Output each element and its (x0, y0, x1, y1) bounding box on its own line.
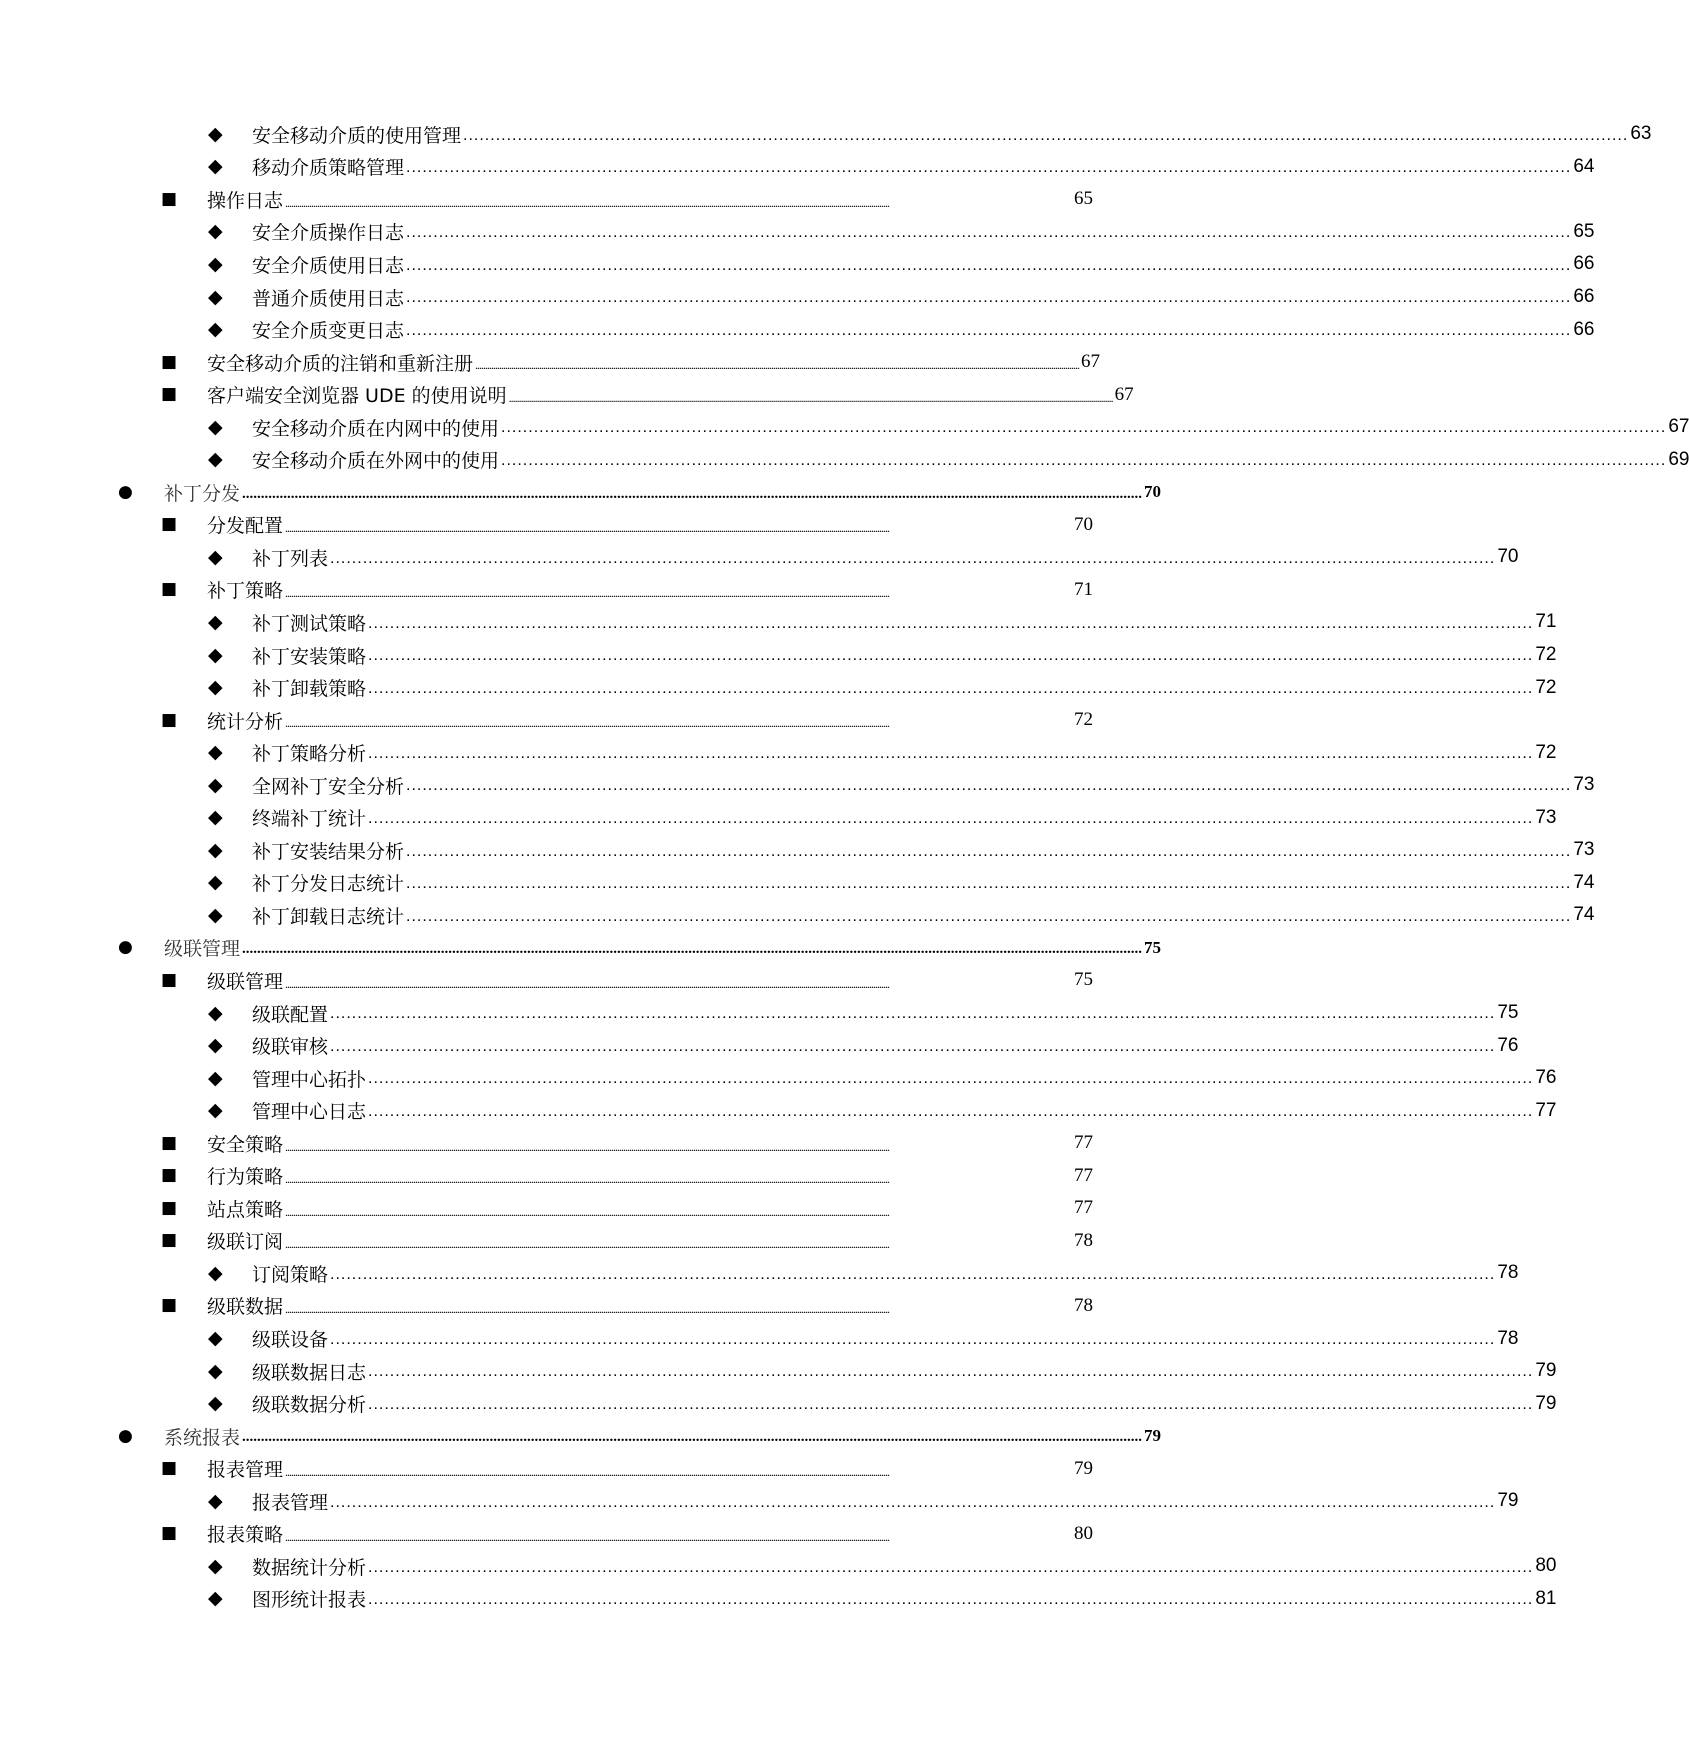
square-bullet-icon: ■ (161, 1197, 178, 1218)
toc-entry[interactable] (0, 1094, 1557, 1127)
toc-page-number: 76 (1535, 1067, 1557, 1089)
toc-entry-title[interactable]: 级联订阅 (207, 1231, 284, 1254)
toc-entry[interactable] (0, 1322, 1519, 1355)
toc-entry[interactable] (0, 1192, 1241, 1225)
toc-page-number: 78 (1497, 1262, 1519, 1284)
toc-entry[interactable] (0, 1225, 1241, 1258)
toc-page-number: 63 (1630, 123, 1652, 145)
diamond-bullet-icon: ◆ (208, 903, 223, 926)
toc-dot-leader: ...................................................................................................................................................................................................................... (406, 224, 1572, 242)
toc-dot-leader: ...................................................................................................................................................................................................................... (406, 907, 1572, 925)
toc-page-number: 65 (1573, 220, 1595, 242)
toc-entry-title[interactable]: 补丁策略分析 (252, 743, 367, 766)
diamond-bullet-icon: ◆ (208, 252, 223, 275)
toc-entry[interactable] (0, 801, 1557, 834)
toc-dot-leader: ...................................................................................................................................................................................................................... (368, 744, 1534, 762)
toc-entry-title[interactable]: 级联配置 (252, 1003, 329, 1026)
diamond-bullet-icon: ◆ (208, 1392, 223, 1415)
toc-entry[interactable] (0, 1029, 1519, 1062)
toc-dot-leader: ................................................................................................................................................................................................................................................ (242, 485, 1143, 502)
toc-page-number: 66 (1573, 253, 1595, 275)
toc-dot-leader: ...................................................................................................................................................................................................................... (406, 777, 1572, 795)
toc-page-number: 77 (1535, 1099, 1557, 1121)
toc-page-number: 73 (1573, 774, 1595, 796)
toc-dot-leader: ................................................................................................................................................................................................................................................ (242, 941, 1143, 958)
toc-entry-title[interactable]: 系统报表 (164, 1426, 241, 1449)
diamond-bullet-icon: ◆ (208, 155, 223, 178)
toc-page-number: 70 (1074, 513, 1093, 535)
toc-entry[interactable] (0, 248, 1595, 281)
toc-entry-title[interactable]: 补丁测试策略 (252, 612, 367, 635)
toc-entry-title[interactable]: 安全介质变更日志 (252, 320, 405, 343)
toc-entry-title[interactable]: 终端补丁统计 (252, 808, 367, 831)
toc-entry-title[interactable]: 补丁卸载策略 (252, 678, 367, 701)
toc-page-number: 78 (1497, 1327, 1519, 1349)
toc-entry[interactable] (0, 151, 1595, 184)
toc-page-number: 70 (1144, 482, 1162, 502)
toc-dot-leader: .............................................................................................................................................................................................................................................................................................................. (285, 1139, 890, 1154)
diamond-bullet-icon: ◆ (208, 676, 223, 699)
toc-dot-leader: ...................................................................................................................................................................................................................... (406, 842, 1572, 860)
toc-page-number: 79 (1144, 1426, 1162, 1446)
toc-dot-leader: .............................................................................................................................................................................................................................................................................................................. (475, 358, 1080, 373)
toc-page-number: 69 (1668, 448, 1689, 470)
toc-dot-leader: ...................................................................................................................................................................................................................... (330, 1493, 1496, 1511)
toc-dot-leader: ...................................................................................................................................................................................................................... (330, 1005, 1496, 1023)
toc-entry[interactable] (0, 183, 1241, 216)
toc-entry-title[interactable]: 安全策略 (207, 1133, 284, 1156)
toc-entry-title[interactable]: 级联设备 (252, 1329, 329, 1351)
toc-page-number: 79 (1074, 1457, 1093, 1479)
toc-entry[interactable] (0, 736, 1557, 769)
toc-entry-title[interactable]: 级联管理 (207, 970, 284, 993)
toc-dot-leader: ...................................................................................................................................................................................................................... (368, 1070, 1534, 1088)
toc-entry-title[interactable]: 操作日志 (207, 189, 284, 212)
diamond-bullet-icon: ◆ (208, 773, 223, 796)
toc-entry[interactable] (0, 1387, 1557, 1420)
table-of-contents (0, 118, 1689, 1615)
toc-page-number: 72 (1535, 741, 1557, 763)
toc-dot-leader: .............................................................................................................................................................................................................................................................................................................. (285, 195, 890, 210)
diamond-bullet-icon: ◆ (208, 741, 223, 764)
diamond-bullet-icon: ◆ (208, 545, 223, 568)
toc-dot-leader: ...................................................................................................................................................................................................................... (368, 1363, 1534, 1381)
toc-dot-leader: ...................................................................................................................................................................................................................... (368, 1102, 1534, 1120)
toc-dot-leader: ...................................................................................................................................................................................................................... (501, 452, 1667, 470)
toc-entry[interactable] (0, 1290, 1241, 1323)
diamond-bullet-icon: ◆ (208, 1327, 223, 1349)
toc-page-number: 78 (1074, 1294, 1093, 1316)
toc-dot-leader: .............................................................................................................................................................................................................................................................................................................. (508, 390, 1113, 405)
toc-page-number: 75 (1144, 937, 1162, 957)
toc-entry-title[interactable]: 安全移动介质在内网中的使用 (252, 417, 500, 440)
toc-dot-leader: .............................................................................................................................................................................................................................................................................................................. (285, 976, 890, 991)
toc-dot-leader: ...................................................................................................................................................................................................................... (330, 549, 1496, 567)
toc-page-number: 72 (1074, 709, 1093, 731)
toc-entry[interactable] (0, 313, 1595, 346)
toc-dot-leader: ...................................................................................................................................................................................................................... (463, 126, 1629, 144)
toc-dot-leader: .............................................................................................................................................................................................................................................................................................................. (285, 521, 890, 536)
toc-dot-leader: ...................................................................................................................................................................................................................... (368, 1395, 1534, 1413)
toc-page-number: 66 (1573, 318, 1595, 340)
toc-page-number: 70 (1497, 546, 1519, 568)
diamond-bullet-icon: ◆ (208, 318, 223, 341)
toc-page-number: 66 (1573, 286, 1595, 307)
toc-page-number: 72 (1535, 676, 1557, 698)
square-bullet-icon: ■ (161, 709, 178, 730)
toc-dot-leader: ................................................................................................................................................................................................................................................ (242, 1429, 1143, 1446)
toc-entry-title[interactable]: 移动介质策略管理 (252, 157, 405, 180)
toc-entry[interactable] (0, 1355, 1557, 1388)
toc-entry[interactable] (0, 834, 1595, 867)
square-bullet-icon: ■ (161, 1132, 178, 1153)
toc-dot-leader: ...................................................................................................................................................................................................................... (406, 256, 1572, 274)
diamond-bullet-icon: ◆ (208, 285, 223, 308)
toc-entry-title[interactable]: 管理中心拓扑 (252, 1068, 367, 1091)
diamond-bullet-icon: ◆ (208, 1489, 223, 1512)
toc-dot-leader: .............................................................................................................................................................................................................................................................................................................. (285, 1302, 890, 1317)
toc-entry-title[interactable]: 图形统计报表 (252, 1589, 367, 1612)
square-bullet-icon: ■ (161, 384, 178, 405)
toc-entry-title[interactable]: 分发配置 (207, 515, 284, 538)
toc-page-number: 71 (1074, 578, 1093, 600)
toc-entry[interactable] (0, 1452, 1241, 1485)
toc-page-number: 79 (1535, 1360, 1557, 1382)
toc-entry-title[interactable]: 订阅策略 (252, 1263, 329, 1286)
circle-bullet-icon: ● (118, 481, 133, 502)
square-bullet-icon: ■ (161, 351, 178, 372)
diamond-bullet-icon: ◆ (208, 1587, 223, 1610)
square-bullet-icon: ■ (161, 579, 178, 600)
toc-dot-leader: ...................................................................................................................................................................................................................... (330, 1037, 1496, 1055)
toc-entry-title[interactable]: 普通介质使用日志 (252, 287, 405, 310)
toc-entry-title[interactable]: 管理中心日志 (252, 1101, 367, 1124)
toc-page-number: 74 (1573, 871, 1595, 893)
toc-dot-leader: ...................................................................................................................................................................................................................... (406, 159, 1572, 177)
diamond-bullet-icon: ◆ (208, 1066, 223, 1089)
toc-entry-title[interactable]: 补丁安装结果分析 (252, 840, 405, 863)
toc-entry-title[interactable]: 安全介质使用日志 (252, 254, 405, 277)
toc-entry[interactable] (0, 541, 1519, 574)
toc-entry[interactable] (0, 932, 1241, 965)
toc-entry-title[interactable]: 全网补丁安全分析 (252, 775, 405, 798)
toc-entry[interactable] (0, 1160, 1241, 1193)
diamond-bullet-icon: ◆ (208, 1034, 223, 1057)
toc-entry-title[interactable]: 客户端安全浏览器 UDE 的使用说明 (207, 385, 507, 408)
toc-entry[interactable] (0, 1518, 1241, 1551)
toc-entry-title[interactable]: 补丁卸载日志统计 (252, 905, 405, 928)
toc-dot-leader: ...................................................................................................................................................................................................................... (330, 1265, 1496, 1283)
toc-entry[interactable] (0, 1485, 1519, 1518)
square-bullet-icon: ■ (161, 188, 178, 209)
square-bullet-icon: ■ (161, 1165, 178, 1186)
toc-entry-title[interactable]: 行为策略 (207, 1166, 284, 1189)
toc-entry[interactable] (0, 443, 1689, 476)
square-bullet-icon: ■ (161, 1458, 178, 1479)
diamond-bullet-icon: ◆ (208, 1099, 223, 1122)
diamond-bullet-icon: ◆ (208, 838, 223, 861)
toc-page-number: 80 (1535, 1555, 1557, 1577)
toc-entry[interactable] (0, 639, 1557, 672)
toc-page-number: 67 (1081, 351, 1101, 373)
toc-entry-title[interactable]: 报表策略 (207, 1524, 284, 1547)
toc-entry[interactable] (0, 606, 1557, 639)
toc-entry-title[interactable]: 站点策略 (207, 1198, 284, 1221)
toc-page-number: 77 (1074, 1164, 1093, 1186)
toc-dot-leader: ...................................................................................................................................................................................................................... (368, 810, 1534, 828)
diamond-bullet-icon: ◆ (208, 806, 223, 829)
toc-entry[interactable] (0, 509, 1241, 542)
toc-entry[interactable] (0, 704, 1241, 737)
toc-dot-leader: ...................................................................................................................................................................................................................... (406, 321, 1572, 339)
diamond-bullet-icon: ◆ (208, 1359, 223, 1382)
toc-page-number: 67 (1114, 383, 1134, 405)
toc-entry[interactable] (0, 867, 1595, 900)
toc-entry[interactable] (0, 1257, 1519, 1290)
toc-dot-leader: .............................................................................................................................................................................................................................................................................................................. (285, 1204, 890, 1219)
circle-bullet-icon: ● (118, 937, 133, 958)
toc-entry-title[interactable]: 级联数据分析 (252, 1394, 367, 1417)
toc-page-number: 77 (1074, 1132, 1093, 1154)
toc-entry[interactable] (0, 769, 1595, 802)
toc-entry-title[interactable]: 补丁分发日志统计 (252, 873, 405, 896)
toc-page-number: 79 (1497, 1490, 1519, 1512)
toc-dot-leader: .............................................................................................................................................................................................................................................................................................................. (285, 1237, 890, 1252)
toc-entry[interactable] (0, 411, 1689, 444)
toc-dot-leader: .............................................................................................................................................................................................................................................................................................................. (285, 716, 890, 731)
toc-entry[interactable] (0, 1420, 1241, 1453)
toc-page-number: 65 (1074, 188, 1093, 210)
toc-entry-title[interactable]: 统计分析 (207, 710, 284, 733)
toc-entry[interactable] (0, 281, 1595, 314)
toc-entry-title[interactable]: 安全移动介质的使用管理 (252, 124, 462, 147)
toc-entry[interactable] (0, 899, 1595, 932)
toc-dot-leader: ...................................................................................................................................................................................................................... (501, 419, 1667, 437)
diamond-bullet-icon: ◆ (208, 1261, 223, 1284)
toc-entry[interactable] (0, 574, 1241, 607)
toc-entry-title[interactable]: 级联数据日志 (252, 1361, 367, 1384)
toc-entry-title[interactable]: 数据统计分析 (252, 1556, 367, 1579)
toc-dot-leader: .............................................................................................................................................................................................................................................................................................................. (285, 1172, 890, 1187)
toc-page-number: 64 (1573, 155, 1595, 177)
toc-dot-leader: ...................................................................................................................................................................................................................... (330, 1330, 1496, 1348)
toc-page-number: 71 (1535, 611, 1557, 633)
toc-dot-leader: ...................................................................................................................................................................................................................... (368, 647, 1534, 665)
square-bullet-icon: ■ (161, 1230, 178, 1251)
toc-entry-title[interactable]: 补丁安装策略 (252, 645, 367, 668)
toc-dot-leader: ...................................................................................................................................................................................................................... (406, 289, 1572, 307)
toc-entry[interactable] (0, 216, 1595, 249)
toc-entry-title[interactable]: 安全移动介质的注销和重新注册 (207, 352, 474, 375)
square-bullet-icon: ■ (161, 514, 178, 535)
toc-entry-title[interactable]: 补丁分发 (164, 482, 241, 505)
diamond-bullet-icon: ◆ (208, 643, 223, 666)
toc-page-number: 73 (1535, 806, 1557, 828)
toc-page-number: 81 (1535, 1587, 1557, 1609)
toc-dot-leader: .............................................................................................................................................................................................................................................................................................................. (285, 1530, 890, 1545)
toc-dot-leader: ...................................................................................................................................................................................................................... (368, 614, 1534, 632)
diamond-bullet-icon: ◆ (208, 122, 223, 145)
square-bullet-icon: ■ (161, 1523, 178, 1544)
toc-entry-title[interactable]: 安全移动介质在外网中的使用 (252, 450, 500, 473)
square-bullet-icon: ■ (161, 969, 178, 990)
toc-page-number: 74 (1573, 904, 1595, 926)
toc-page-number: 78 (1074, 1229, 1093, 1251)
toc-dot-leader: .............................................................................................................................................................................................................................................................................................................. (285, 586, 890, 601)
square-bullet-icon: ■ (161, 1295, 178, 1316)
toc-entry[interactable] (0, 1062, 1557, 1095)
toc-page-number: 73 (1573, 839, 1595, 861)
toc-entry[interactable] (0, 1583, 1557, 1616)
toc-page-number: 77 (1074, 1197, 1093, 1219)
diamond-bullet-icon: ◆ (208, 1554, 223, 1577)
toc-dot-leader: .............................................................................................................................................................................................................................................................................................................. (285, 1464, 890, 1479)
diamond-bullet-icon: ◆ (208, 871, 223, 894)
toc-entry[interactable] (0, 1127, 1241, 1160)
diamond-bullet-icon: ◆ (208, 220, 223, 243)
diamond-bullet-icon: ◆ (208, 1001, 223, 1024)
circle-bullet-icon: ● (118, 1425, 133, 1446)
diamond-bullet-icon: ◆ (208, 448, 223, 471)
toc-entry[interactable] (0, 476, 1241, 509)
toc-entry-title[interactable]: 级联管理 (164, 938, 241, 961)
toc-page-number: 72 (1535, 644, 1557, 666)
toc-page-number: 75 (1497, 1002, 1519, 1024)
toc-page-number: 80 (1074, 1522, 1093, 1544)
toc-dot-leader: ...................................................................................................................................................................................................................... (368, 679, 1534, 697)
toc-page-number: 67 (1668, 416, 1689, 438)
toc-entry[interactable] (0, 378, 1241, 411)
toc-entry[interactable] (0, 671, 1557, 704)
toc-page-number: 79 (1535, 1392, 1557, 1414)
toc-dot-leader: ...................................................................................................................................................................................................................... (368, 1591, 1534, 1609)
toc-entry-title[interactable]: 安全介质操作日志 (252, 222, 405, 245)
diamond-bullet-icon: ◆ (208, 415, 223, 438)
toc-page-number: 75 (1074, 969, 1093, 991)
toc-entry-title[interactable]: 级联数据 (207, 1296, 284, 1319)
toc-entry[interactable] (0, 1550, 1557, 1583)
toc-entry[interactable] (0, 964, 1241, 997)
toc-entry[interactable] (0, 997, 1519, 1030)
diamond-bullet-icon: ◆ (208, 610, 223, 633)
toc-dot-leader: ...................................................................................................................................................................................................................... (406, 875, 1572, 893)
toc-page-number: 76 (1497, 1034, 1519, 1056)
toc-dot-leader: ...................................................................................................................................................................................................................... (368, 1558, 1534, 1576)
toc-entry-title[interactable]: 级联审核 (252, 1036, 329, 1059)
toc-entry[interactable] (0, 346, 1241, 379)
toc-entry-title[interactable]: 补丁策略 (207, 580, 284, 603)
toc-entry-title[interactable]: 补丁列表 (252, 547, 329, 570)
toc-entry-title[interactable]: 报表管理 (207, 1459, 284, 1482)
toc-entry-title[interactable]: 报表管理 (252, 1491, 329, 1514)
toc-entry[interactable] (0, 118, 1652, 151)
